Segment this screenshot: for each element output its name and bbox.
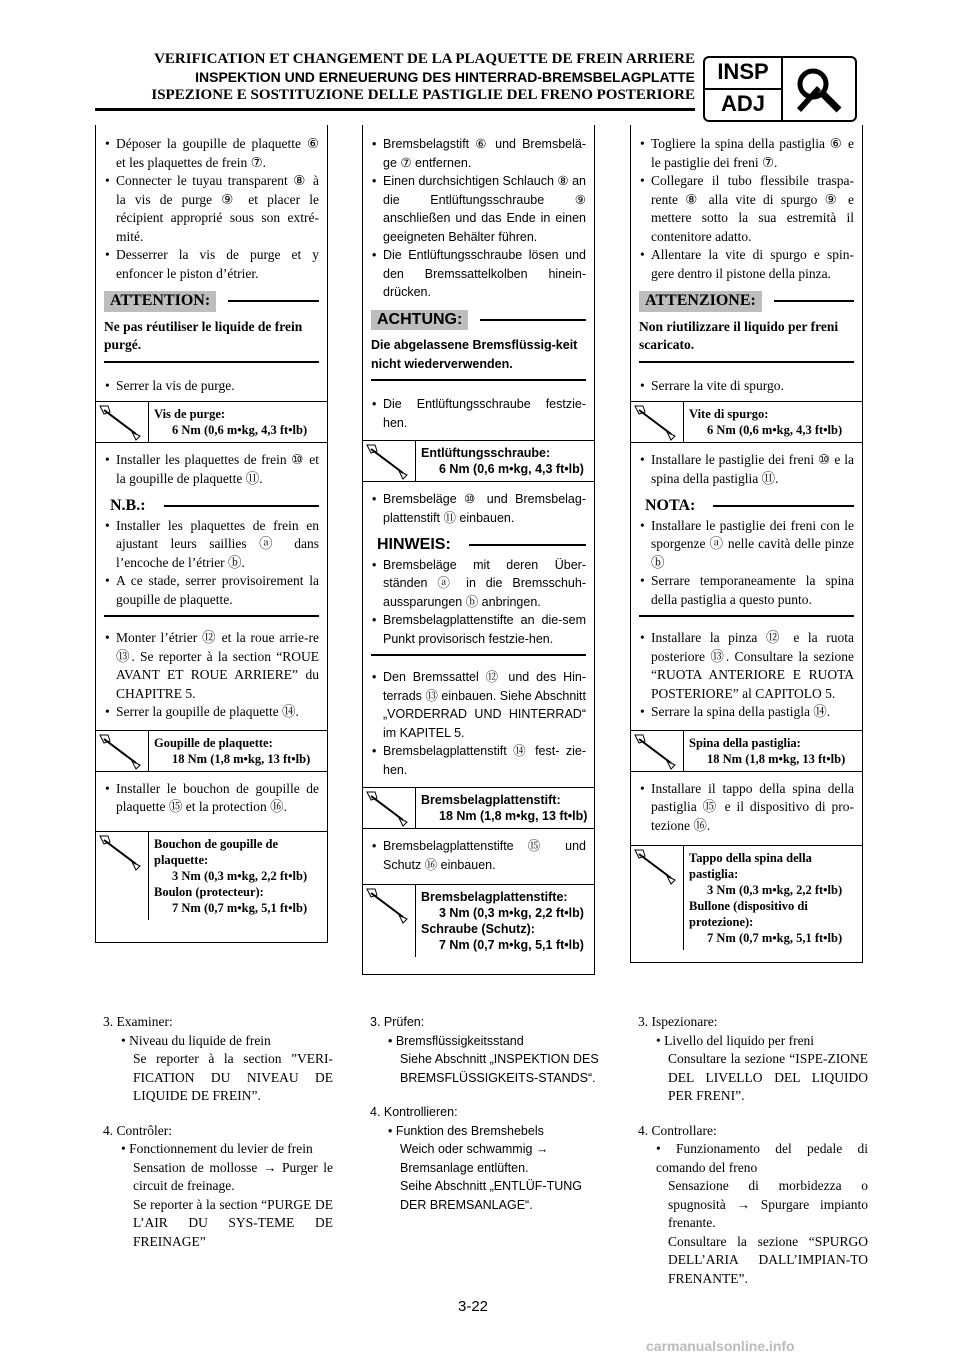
torque-wrench-icon	[363, 788, 413, 828]
fr-step-loosen-bleed: • Desserrer la vis de purge et y enfoncer le piston d’étrier.	[104, 246, 319, 283]
inspection-tools-icon	[791, 64, 847, 114]
torque-wrench-icon	[96, 402, 146, 442]
fr-step-connect-hose: • Connecter le tuyau transparent ⑧ à la vis de purge ⑨ et placer le récipient approprié sous son extré-mité.	[104, 172, 319, 246]
it-torque-plug: Tappo della spina della pastiglia: 3 Nm (0,3 m•kg, 2,2 ft•lb) Bullone (dispositivo di protezione): 7 Nm (0,7 m•kg, 5,1 ft•lb)	[631, 845, 862, 950]
it-nb-label: NOTA:	[645, 497, 696, 514]
badge-adj: ADJ	[720, 91, 765, 116]
fr-torque-plug: Bouchon de goupille de plaquette: 3 Nm (0,3 m•kg, 2,2 ft•lb) Boulon (protecteur): 7 Nm (0,7 m•kg, 5,1 ft•lb)	[96, 831, 327, 920]
fr-step-tighten-bleed: • Serrer la vis de purge.	[104, 377, 319, 396]
fr-step-remove-pads: • Déposer la goupille de plaquette ⑥ et les plaquettes de frein ⑦.	[104, 135, 319, 172]
de-nb-label: HINWEIS:	[377, 536, 451, 553]
fr-torque-pin: Goupille de plaquette: 18 Nm (1,8 m•kg, 13 ft•lb)	[96, 730, 327, 772]
it-torque-pin: Spina della pastiglia: 18 Nm (1,8 m•kg, 13 ft•lb)	[631, 730, 862, 772]
footer-watermark: carmanualsonline.info	[646, 1338, 795, 1354]
torque-wrench-icon	[363, 441, 413, 481]
fr-attention-text: Ne pas réutiliser le liquide de frein purgé.	[104, 318, 303, 352]
it-attention-label: ATTENZIONE:	[639, 291, 762, 312]
fr-attention-label: ATTENTION:	[104, 291, 216, 312]
header-rule	[95, 108, 695, 111]
de-torque-pin: Bremsbelagplattenstift: 18 Nm (1,8 m•kg, 13 ft•lb)	[363, 787, 594, 829]
bottom-it: 3. Ispezionare: • Livello del liquido per freni Consultare la sezione “ISPE-ZIONE DEL LIVELLO DEL LIQUIDO PER FRENI”. 4. Controllare: • Funzionamento del pedale di comando del freno Sensazione di morbidezza o spugnosità → Spurgare impianto frenante. Consultare la sezione “SPURGO DELL’ARIA DALL’IMPIAN-TO FRENANTE”.	[638, 1014, 868, 1286]
title-de: INSPEKTION UND ERNEUERUNG DES HINTERRAD-BREMSBELAGPLATTE	[195, 69, 695, 85]
fr-nb-label: N.B.:	[110, 497, 146, 514]
torque-wrench-icon	[631, 731, 681, 771]
it-torque-bleed: Vite di spurgo: 6 Nm (0,6 m•kg, 4,3 ft•lb)	[631, 401, 862, 443]
fr-step-install-pads: • Installer les plaquettes de frein ⑩ et la goupille de plaquette ⑪.	[104, 451, 319, 488]
torque-wrench-icon	[363, 885, 413, 925]
bottom-fr: 3. Examiner: • Niveau du liquide de frein Se reporter à la section ”VERI-FICATION DU NIVEAU DE LIQUIDE DE FREIN”. 4. Contrôler: • Fonctionnement du levier de frein Sensation de mollosse → Purger le circuit de freinage. Se reporter à la section “PURGE DE L’AIR DU SYS-TEME DE FREINAGE”	[103, 1014, 333, 1249]
fr-torque-bleed: Vis de purge: 6 Nm (0,6 m•kg, 4,3 ft•lb)	[96, 401, 327, 443]
de-torque-bleed: Entlüftungsschraube: 6 Nm (0,6 m•kg, 4,3 ft•lb)	[363, 440, 594, 482]
de-torque-plug: Bremsbelagplattenstifte: 3 Nm (0,3 m•kg, 2,2 ft•lb) Schraube (Schutz): 7 Nm (0,7 m•kg, 5,1 ft•lb)	[363, 884, 594, 957]
page-header	[95, 50, 695, 104]
torque-wrench-icon	[96, 832, 146, 872]
title-fr: VERIFICATION ET CHANGEMENT DE LA PLAQUETTE DE FREIN ARRIERE	[154, 51, 695, 67]
page-number: 3-22	[458, 1298, 489, 1315]
column-it: • Togliere la spina della pastiglia ⑥ e le pastiglie dei freni ⑦. • Collegare il tubo flessibile traspa-rente ⑧ alla vite di spurgo ⑨ e mettere sotto la sua estremità il contenitore adatto. • Allentare la vite di spurgo e spin-gere dentro il pistone della pinza. ATTENZIONE: Non riutilizzare il liquido per freni scaricato. • Serrare la vite di spurgo. Vite di spurgo: 6 Nm (0,6 m•kg, 4,3 ft•lb) • Installare le pastiglie dei freni ⑩ e la spina della pastiglia ⑪. NOTA: • Installare le pastiglie dei freni con le sporgenze ⓐ nelle cavità delle pinze ⓑ • Serrare temporaneamente la spina della pastiglia a questo punto. • Installare la pinza ⑫ e la ruota posteriore ⑬. Consultare la sezione “RUOTA ANTERIORE E RUOTA POSTERIORE” al CAPITOLO 5. • Serrare la spina della pastigla ⑭. Spina della pastiglia: 18 Nm (1,8 m•kg, 13 ft•lb) • Installare il tappo della spina della pastiglia ⑮ e il dispositivo di pro-tezione ⑯. Tappo della spina della pastiglia: 3 Nm (0,3 m•kg, 2,2 ft•lb) Bullone (dispositivo di protezione): 7 Nm (0,7 m•kg, 5,1 ft•lb)	[630, 125, 863, 963]
torque-wrench-icon	[631, 846, 681, 886]
title-it: ISPEZIONE E SOSTITUZIONE DELLE PASTIGLIE DEL FRENO POSTERIORE	[151, 87, 695, 103]
badge-insp: INSP	[705, 58, 781, 90]
bottom-de: 3. Prüfen: • Bremsflüssigkeitsstand Siehe Abschnitt „INSPEKTION DES BREMSFLÜSSIGKEITS-STANDS“. 4. Kontrollieren: • Funktion des Bremshebels Weich oder schwammig → Bremsanlage entlüften. Seihe Abschnitt „ENTLÜF-TUNG DER BREMSANLAGE“.	[370, 1015, 599, 1212]
section-badge	[703, 56, 857, 122]
torque-wrench-icon	[631, 402, 681, 442]
column-fr: • Déposer la goupille de plaquette ⑥ et les plaquettes de frein ⑦. • Connecter le tuyau transparent ⑧ à la vis de purge ⑨ et placer le récipient approprié sous son extré-mité. • Desserrer la vis de purge et y enfoncer le piston d’étrier. ATTENTION: Ne pas réutiliser le liquide de frein purgé. • Serrer la vis de purge. Vis de purge: 6 Nm (0,6 m•kg, 4,3 ft•lb) • Installer les plaquettes de frein ⑩ et la goupille de plaquette ⑪. N.B.: • Installer les plaquettes de frein en ajustant leurs saillies ⓐ dans l’encoche de l’étrier ⓑ. • A ce stade, serrer provisoirement la goupille de plaquette. • Monter l’étrier ⑫ et la roue arrie-re ⑬. Se reporter à la section “ROUE AVANT ET ROUE ARRIERE” du CHAPITRE 5. • Serrer la goupille de plaquette ⑭. Goupille de plaquette: 18 Nm (1,8 m•kg, 13 ft•lb) • Installer le bouchon de goupille de plaquette ⑮ et la protection ⑯. Bouchon de goupille de plaquette: 3 Nm (0,3 m•kg, 2,2 ft•lb) Boulon (protecteur): 7 Nm (0,7 m•kg, 5,1 ft•lb)	[95, 125, 328, 943]
column-de: • Bremsbelagstift ⑥ und Bremsbelä-ge ⑦ entfernen. • Einen durchsichtigen Schlauch ⑧ an die Entlüftungsschraube ⑨ anschließen und das Ende in einen geeigneten Behälter führen. • Die Entlüftungsschraube lösen und den Bremssattelkolben hinein-drücken. ACHTUNG: Die abgelassene Bremsflüssig-keit nicht wiederverwenden. • Die Entlüftungsschraube festzie-hen. Entlüftungsschraube: 6 Nm (0,6 m•kg, 4,3 ft•lb) • Bremsbeläge ⑩ und Bremsbelag-plattenstift ⑪ einbauen. HINWEIS: • Bremsbeläge mit deren Über-ständen ⓐ in die Bremsschuh-aussparungen ⓑ anbringen. • Bremsbelagplattenstifte an die-sem Punkt provisorisch festzie-hen. • Den Bremssattel ⑫ und des Hin-terrads ⑬ einbauen. Siehe Abschnitt „VORDERRAD UND HINTERRAD“ im KAPITEL 5. • Bremsbelagplattenstift ⑭ fest- zie-hen. Bremsbelagplattenstift: 18 Nm (1,8 m•kg, 13 ft•lb) • Bremsbelagplattenstifte ⑮ und Schutz ⑯ einbauen. Bremsbelagplattenstifte: 3 Nm (0,3 m•kg, 2,2 ft•lb) Schraube (Schutz): 7 Nm (0,7 m•kg, 5,1 ft•lb)	[362, 125, 595, 975]
de-attention-label: ACHTUNG:	[371, 310, 468, 331]
torque-wrench-icon	[96, 731, 146, 771]
